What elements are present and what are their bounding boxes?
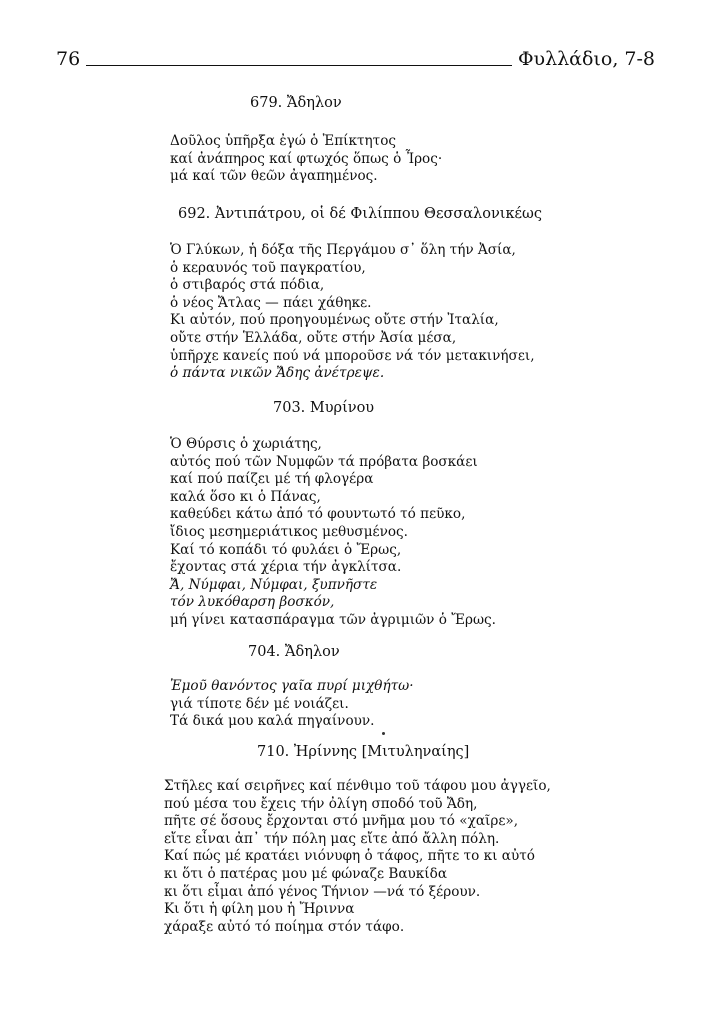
poem-line: εἴτε εἶναι ἀπ᾽ τήν πόλη μας εἴτε ἀπό ἄλλη πόλη. (164, 830, 500, 847)
poem-line: καί πού παίζει μέ τή φλογέρα (170, 471, 374, 488)
poem-line: κι ὅτι εἶμαι ἀπό γένος Τήνιον —νά τό ξέρουν. (164, 883, 481, 900)
print-speck (382, 732, 385, 735)
poem-line: Κι αὐτόν, πού προηγουμένως οὔτε στήν Ἰταλία, (170, 312, 499, 329)
poem-line: Τά δικά μου καλά πηγαίνουν. (170, 713, 375, 730)
poem-line: αὐτός πού τῶν Νυμφῶν τά πρόβατα βοσκάει (170, 453, 478, 470)
poem-title: 692. Ἀντιπάτρου, οἱ δέ Φιλίππου Θεσσαλονικέως (178, 206, 542, 222)
poem-line: καί ἀνάπηρος καί φτωχός ὅπως ὁ Ἶρος· (170, 150, 443, 167)
poem-703 (170, 398, 570, 630)
poem-line: πῆτε σέ ὅσους ἔρχονται στό μνῆμα μου τό «χαῖρε», (164, 813, 519, 830)
poem-line: μά καί τῶν θεῶν ἀγαπημένος. (170, 168, 378, 185)
running-title: Φυλλάδιο, 7-8 (517, 48, 655, 70)
poem-704 (170, 642, 570, 731)
poem-line: χάραξε αὐτό τό ποίημα στόν τάφο. (164, 918, 405, 935)
poem-line: ἴδιος μεσημεριάτικος μεθυσμένος. (170, 523, 408, 540)
poem-title: 679. Ἄδηλον (250, 95, 342, 111)
page-number: 76 (56, 48, 81, 70)
poem-line: γιά τίποτε δέν μέ νοιάζει. (170, 695, 349, 712)
poem-line: ἔχοντας στά χέρια τήν ἀγκλίτσα. (170, 559, 402, 576)
poem-line: Στῆλες καί σειρῆνες καί πένθιμο τοῦ τάφου μου ἀγγεῖο, (164, 778, 551, 794)
poem-line: Ὁ Θύρσις ὁ χωριάτης, (170, 436, 322, 452)
poem-line: ὁ στιβαρός στά πόδια, (170, 277, 325, 294)
poem-line: Κι ὅτι ἡ φίλη μου ἡ Ἤριννα (164, 901, 355, 918)
page-header (56, 44, 655, 70)
poem-line: ὁ νέος Ἄτλας — πάει χάθηκε. (170, 294, 372, 311)
poem-line: Ἄ, Νύμφαι, Νύμφαι, ξυπνῆστε (170, 576, 378, 593)
poem-line: ὁ κεραυνός τοῦ παγκρατίου, (170, 259, 366, 276)
poem-692 (170, 204, 570, 383)
poem-line: Καί πώς μέ κρατάει νιόνυφη ὁ τάφος, πῆτε το κι αὐτό (164, 848, 535, 865)
poem-line: καθεύδει κάτω ἀπό τό φουντωτό τό πεῦκο, (170, 506, 466, 523)
poem-line: Καί τό κοπάδι τό φυλάει ὁ Ἔρως, (170, 541, 402, 558)
poem-title: 704. Ἄδηλον (248, 644, 340, 660)
poem-line: Ὁ Γλύκων, ἡ δόξα τῆς Περγάμου σ᾽ ὅλη τήν Ἀσία, (170, 242, 516, 258)
poem-line: Δοῦλος ὑπῆρξα ἐγώ ὁ Ἐπίκτητος (170, 133, 396, 149)
poem-line: καλά ὅσο κι ὁ Πάνας, (170, 488, 321, 505)
poem-line: κι ὅτι ὁ πατέρας μου μέ φώναζε Βαυκίδα (164, 865, 447, 882)
poem-line: πού μέσα του ἔχεις τήν ὀλίγη σποδό τοῦ Ἄδη, (164, 795, 478, 812)
poem-710 (164, 742, 594, 936)
poem-title: 703. Μυρίνου (273, 400, 375, 416)
poem-line: Ἐμοῦ θανόντος γαῖα πυρί μιχθήτω· (170, 678, 414, 694)
poem-679 (170, 93, 570, 186)
poem-line: μή γίνει κατασπάραγμα τῶν ἀγριμιῶν ὁ Ἔρως. (170, 611, 496, 628)
header-rule (86, 65, 512, 66)
poem-line: ὁ πάντα νικῶν Ἄδης ἀνέτρεψε. (170, 365, 385, 382)
poem-line: τόν λυκόθαρση βοσκόν, (170, 594, 335, 611)
poem-line: οὔτε στήν Ἑλλάδα, οὔτε στήν Ἀσία μέσα, (170, 329, 457, 346)
poem-line: ὑπῆρχε κανείς πού νά μποροῦσε νά τόν μετακινήσει, (170, 347, 535, 364)
poem-title: 710. Ἠρίννης [Μιτυληναίης] (257, 744, 470, 760)
